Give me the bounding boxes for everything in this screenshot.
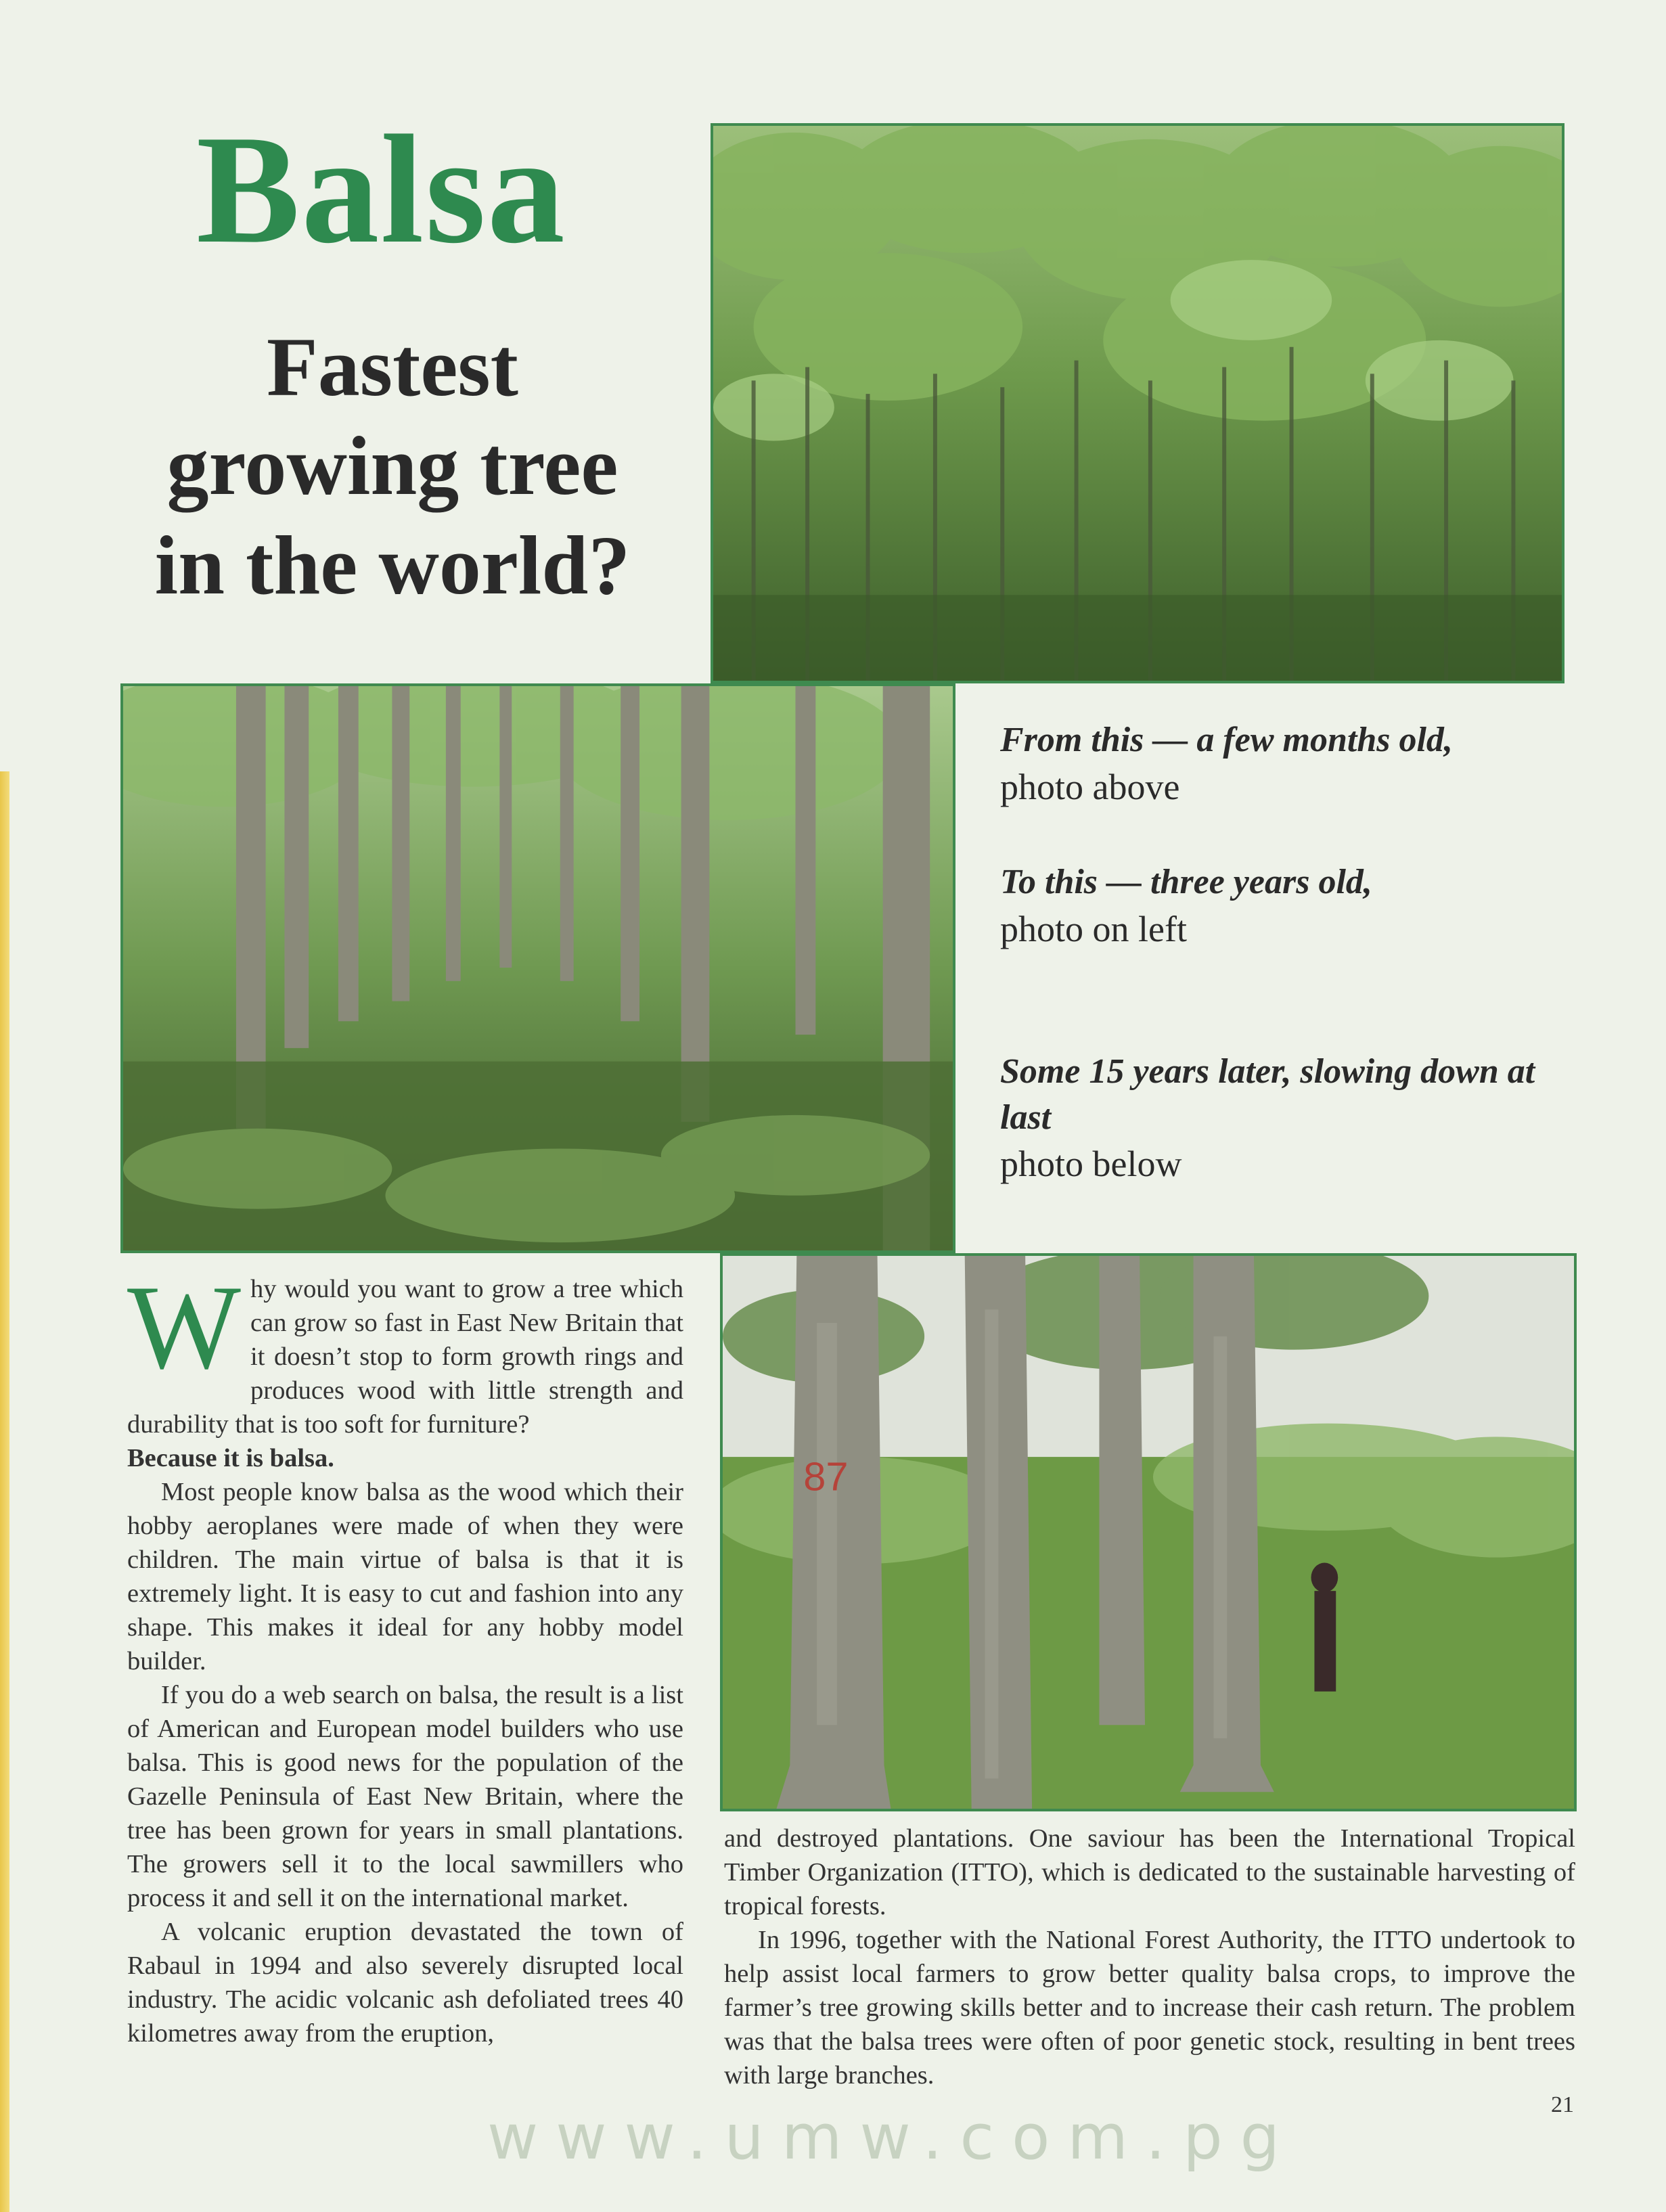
caption-three-years-bold: To this — three years old, [1000,863,1372,901]
article-paragraph-intro [127,1260,683,1441]
page-edge-strip [0,771,9,2212]
article-paragraph-web-search: If you do a web search on balsa, the result is a list of American and European model builders who use balsa. This is good news for the population of the Gazelle Peninsula of East New Britain, where the tree has been grown for years in small plantations. The growers sell it to the local sawmillers who process it and sell it on the international market. [127,1681,683,1912]
caption-fifteen-years-bold: Some 15 years later, slowing down at last [1000,1052,1535,1137]
article-paragraph-1996: In 1996, together with the National Forest Authority, the ITTO undertook to help assist local farmers to grow better quality balsa crops, to improve the farmer’s tree growing skills better and to increase their cash return. The problem was that the balsa trees were often of poor genetic stock, resulting in bent trees with large branches. [724,1926,1575,2090]
caption-few-months [1000,717,1596,811]
caption-three-years [1000,859,1596,953]
article-left-column [127,1260,683,2050]
caption-few-months-plain: photo above [1000,766,1180,807]
article-paragraph-hobby: Most people know balsa as the wood which their hobby aeroplanes were made of when they were children. The main virtue of balsa is that it is extremely light. It is easy to cut and fashion into any shape. This makes it ideal for any hobby model builder. [127,1478,683,1675]
because-it-is-balsa: Because it is balsa. [127,1444,334,1472]
young-balsa-plantation-photo [711,123,1564,683]
intro-text: hy would you want to grow a tree which can grow so fast in East New Britain that it doesn’t stop to form growth rings and produces wood with little strength and durability that is too soft for furniture? [127,1275,683,1439]
caption-fifteen-years-plain: photo below [1000,1144,1182,1185]
article-paragraph-eruption: A volcanic eruption devastated the town of Rabaul in 1994 and also severely disrupted local industry. The acidic volcanic ash defoliated trees 40 kilometres away from the eruption, [127,1918,683,2048]
website-watermark: www.umw.com.pg [487,2101,1298,2173]
three-year-plantation-illustration [123,686,953,1250]
caption-fifteen-years [1000,1049,1555,1188]
young-plantation-illustration [713,126,1562,681]
article-right-column [724,1822,1575,2092]
tree-mark-number: 87 [803,1453,849,1499]
page-title: Balsa [196,103,566,275]
page-subtitle: Fastest growing tree in the world? [154,321,631,612]
mature-balsa-trees-photo [720,1253,1577,1811]
caption-three-years-plain: photo on left [1000,908,1187,949]
caption-few-months-bold: From this — a few months old, [1000,721,1453,759]
three-year-balsa-plantation-photo [120,683,955,1253]
page-number: 21 [1551,2092,1574,2117]
mature-trees-illustration [723,1256,1574,1809]
article-paragraph-itto: and destroyed plantations. One saviour has been the International Tropical Timber Organization (ITTO), which is dedicated to the sustainable harvesting of tropical forests. [724,1824,1575,1920]
drop-cap: W [127,1260,242,1394]
